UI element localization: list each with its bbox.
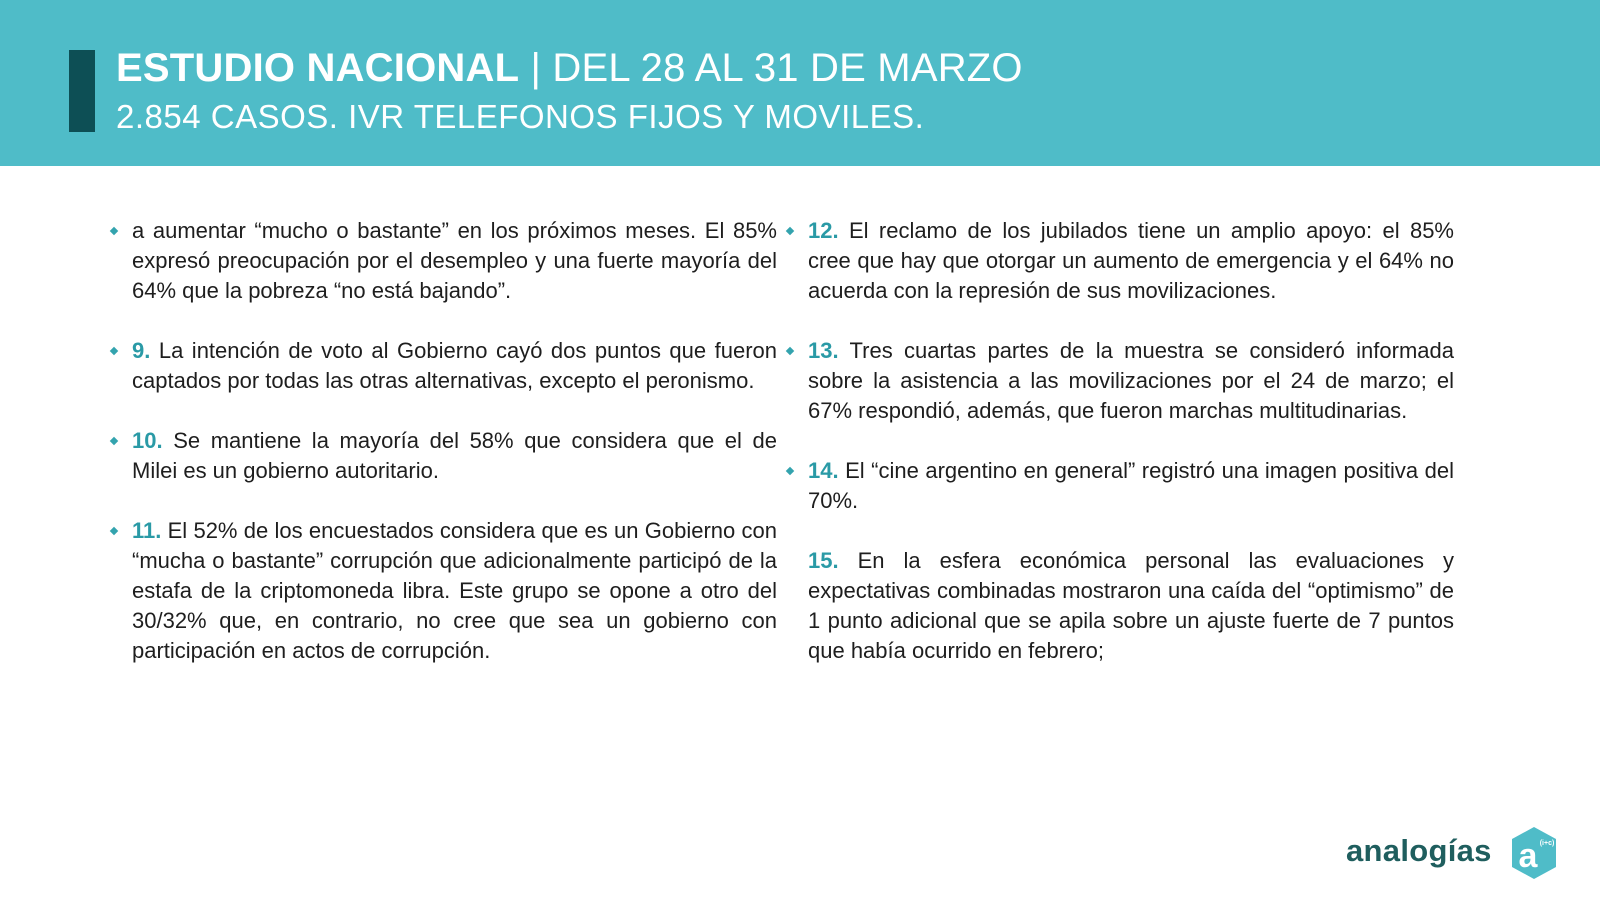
diamond-bullet-icon <box>786 347 794 355</box>
item-number: 14. <box>808 458 839 483</box>
item-text: a aumentar “mucho o bastante” en los próximos meses. El 85% expresó preocupación por el desempleo y una fuerte mayoría del 64% que la pobreza “no está bajando”. <box>132 218 777 303</box>
item-text: El reclamo de los jubilados tiene un amplio apoyo: el 85% cree que hay que otorgar un aumento de emergencia y el 64% no acuerda con la represión de sus movilizaciones. <box>808 218 1454 303</box>
item-text: El 52% de los encuestados considera que es un Gobierno con “mucha o bastante” corrupción que adicionalmente participó de la estafa de la criptomoneda libra. Este grupo se opone a otro del 30/32% que, en contrario, no cree que sea un gobierno con participación en actos de corrupción. <box>132 518 777 663</box>
diamond-bullet-icon <box>110 227 118 235</box>
item-number: 10. <box>132 428 163 453</box>
diamond-bullet-icon <box>786 467 794 475</box>
list-item <box>132 426 777 486</box>
diamond-bullet-icon <box>110 347 118 355</box>
header-banner <box>0 0 1600 166</box>
title-bold: ESTUDIO NACIONAL <box>116 46 520 90</box>
list-item <box>808 546 1454 666</box>
list-item <box>808 216 1454 306</box>
diamond-bullet-icon <box>110 437 118 445</box>
item-text: Tres cuartas partes de la muestra se consideró informada sobre la asistencia a las movilizaciones por el 24 de marzo; el 67% respondió, además, que fueron marchas multitudinarias. <box>808 338 1454 423</box>
header-accent-bar <box>69 50 95 132</box>
list-item <box>132 216 777 306</box>
list-item <box>808 456 1454 516</box>
analogias-logo <box>1346 825 1561 881</box>
item-number: 13. <box>808 338 839 363</box>
item-number: 15. <box>808 548 839 573</box>
item-text: El “cine argentino en general” registró una imagen positiva del 70%. <box>808 458 1454 513</box>
logo-mark-superscript: (i+c) <box>1539 840 1555 847</box>
title-dates: | DEL 28 AL 31 DE MARZO <box>519 46 1023 90</box>
item-number: 11. <box>132 518 162 543</box>
page-subtitle: 2.854 CASOS. IVR TELEFONOS FIJOS Y MOVILES. <box>116 98 925 135</box>
page-title <box>116 44 1023 92</box>
list-item <box>808 336 1454 426</box>
item-text: En la esfera económica personal las evaluaciones y expectativas combinadas mostraron una caída del “optimismo” de 1 punto adicional que se apila sobre un ajuste fuerte de 7 puntos que había ocurrido en febrero; <box>808 548 1454 663</box>
item-number: 9. <box>132 338 151 363</box>
diamond-bullet-icon <box>786 227 794 235</box>
item-text: Se mantiene la mayoría del 58% que considera que el de Milei es un gobierno autoritario. <box>132 428 777 483</box>
logo-hexagon-icon <box>1506 825 1562 881</box>
left-column <box>132 216 777 666</box>
list-item <box>132 516 777 666</box>
logo-mark-letter: a <box>1518 837 1538 875</box>
diamond-bullet-icon <box>110 527 118 535</box>
item-number: 12. <box>808 218 839 243</box>
right-column <box>808 216 1454 666</box>
item-text: La intención de voto al Gobierno cayó dos puntos que fueron captados por todas las otras alternativas, excepto el peronismo. <box>132 338 777 393</box>
logo-wordmark: analogías <box>1346 833 1492 868</box>
list-item <box>132 336 777 396</box>
